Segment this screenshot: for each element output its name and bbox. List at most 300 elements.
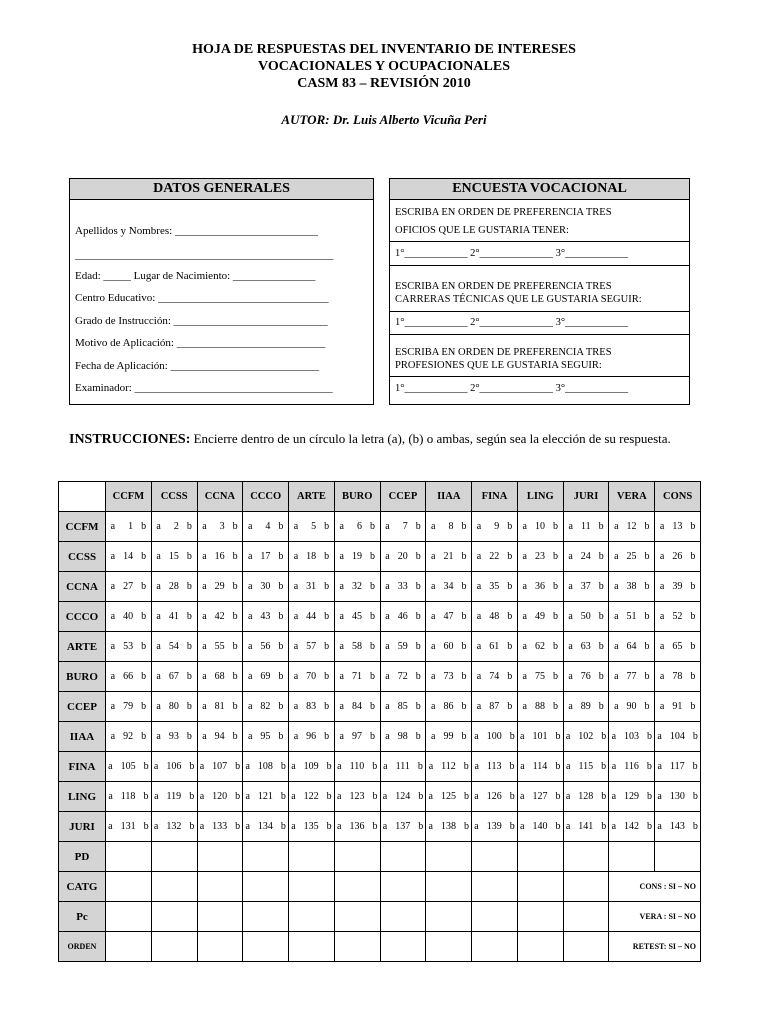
option-a[interactable]: a [293,671,299,682]
option-a[interactable]: a [110,731,116,742]
item-cell[interactable] [563,572,609,602]
option-b[interactable]: b [507,551,513,562]
option-a[interactable]: a [156,521,161,532]
option-a[interactable]: a [568,521,573,532]
item-cell[interactable] [197,782,243,812]
option-a[interactable]: a [611,731,617,742]
item-cell[interactable] [197,692,243,722]
option-a[interactable]: a [247,521,253,532]
score-cell[interactable] [106,902,152,932]
option-a[interactable]: a [339,551,344,562]
item-cell[interactable] [563,632,609,662]
item-cell[interactable] [106,782,152,812]
option-a[interactable]: a [291,821,296,832]
item-cell[interactable] [197,812,243,842]
option-b[interactable]: b [461,581,467,592]
item-cell[interactable] [609,752,655,782]
item-cell[interactable] [517,782,563,812]
item-cell[interactable] [472,542,518,572]
option-a[interactable]: a [154,791,159,802]
option-b[interactable]: b [553,611,558,622]
item-cell[interactable] [197,602,243,632]
score-cell[interactable] [289,872,335,902]
option-b[interactable]: b [509,791,515,802]
option-a[interactable]: a [156,581,161,592]
option-a[interactable]: a [385,641,390,652]
option-b[interactable]: b [186,521,192,532]
option-a[interactable]: a [568,611,573,622]
option-b[interactable]: b [601,791,607,802]
option-b[interactable]: b [692,791,698,802]
score-cell[interactable] [197,932,243,962]
score-cell[interactable] [609,842,655,872]
option-a[interactable]: a [565,791,571,802]
score-cell[interactable] [197,872,243,902]
option-b[interactable]: b [463,821,469,832]
item-cell[interactable] [289,722,335,752]
option-b[interactable]: b [186,611,192,622]
option-b[interactable]: b [324,731,330,742]
option-b[interactable]: b [186,701,192,712]
option-b[interactable]: b [186,551,192,562]
item-cell[interactable] [334,602,380,632]
option-a[interactable]: a [153,761,159,772]
item-cell[interactable] [151,512,197,542]
option-b[interactable]: b [232,671,238,682]
option-b[interactable]: b [141,581,147,592]
option-a[interactable]: a [428,821,433,832]
option-b[interactable]: b [601,761,607,772]
item-cell[interactable] [563,542,609,572]
score-cell[interactable] [563,842,609,872]
item-cell[interactable] [380,692,426,722]
option-a[interactable]: a [385,671,390,682]
option-b[interactable]: b [280,791,286,802]
score-cell[interactable] [289,842,335,872]
option-a[interactable]: a [247,641,253,652]
item-cell[interactable] [334,512,380,542]
option-a[interactable]: a [431,701,436,712]
item-cell[interactable] [243,782,289,812]
score-cell[interactable] [472,842,518,872]
option-b[interactable]: b [553,581,558,592]
item-cell[interactable] [380,512,426,542]
option-b[interactable]: b [417,761,423,772]
option-b[interactable]: b [324,521,330,532]
option-a[interactable]: a [659,641,665,652]
option-b[interactable]: b [278,581,284,592]
option-b[interactable]: b [324,611,330,622]
option-b[interactable]: b [235,791,241,802]
option-b[interactable]: b [463,761,469,772]
item-cell[interactable] [472,602,518,632]
option-a[interactable]: a [522,701,527,712]
option-b[interactable]: b [415,551,421,562]
score-cell[interactable] [243,902,289,932]
item-cell[interactable] [517,512,563,542]
option-a[interactable]: a [476,581,482,592]
item-cell[interactable] [151,752,197,782]
item-cell[interactable] [609,632,655,662]
item-cell[interactable] [426,752,472,782]
item-cell[interactable] [380,542,426,572]
item-cell[interactable] [609,782,655,812]
option-b[interactable]: b [324,671,330,682]
option-a[interactable]: a [431,611,436,622]
option-b[interactable]: b [369,671,375,682]
item-cell[interactable] [243,692,289,722]
score-cell[interactable] [517,902,563,932]
item-cell[interactable] [197,572,243,602]
item-cell[interactable] [655,782,701,812]
option-a[interactable]: a [476,671,482,682]
option-a[interactable]: a [659,581,665,592]
option-b[interactable]: b [463,791,469,802]
item-cell[interactable] [151,602,197,632]
option-b[interactable]: b [186,581,192,592]
option-a[interactable]: a [385,701,390,712]
option-b[interactable]: b [232,581,238,592]
item-cell[interactable] [334,752,380,782]
option-b[interactable]: b [232,551,238,562]
option-b[interactable]: b [644,581,650,592]
item-cell[interactable] [334,782,380,812]
option-a[interactable]: a [614,671,619,682]
item-cell[interactable] [655,512,701,542]
score-cell[interactable] [289,932,335,962]
item-cell[interactable] [426,542,472,572]
option-b[interactable]: b [690,701,696,712]
item-cell[interactable] [289,512,335,542]
item-cell[interactable] [609,542,655,572]
item-cell[interactable] [243,722,289,752]
option-b[interactable]: b [141,521,147,532]
option-a[interactable]: a [520,731,525,742]
option-b[interactable]: b [372,821,378,832]
score-cell[interactable] [517,872,563,902]
option-b[interactable]: b [509,731,515,742]
option-b[interactable]: b [141,731,147,742]
score-cell[interactable] [380,932,426,962]
option-a[interactable]: a [659,521,665,532]
option-b[interactable]: b [553,701,558,712]
option-b[interactable]: b [232,731,238,742]
item-cell[interactable] [151,812,197,842]
field-fecha-aplicacion[interactable]: Fecha de Aplicación: ___________________________ [75,360,320,372]
field-centro-educativo[interactable]: Centro Educativo: _______________________________ [75,292,329,304]
item-cell[interactable] [334,632,380,662]
item-cell[interactable] [243,572,289,602]
item-cell[interactable] [472,632,518,662]
option-b[interactable]: b [415,671,421,682]
item-cell[interactable] [517,692,563,722]
option-a[interactable]: a [428,791,433,802]
option-b[interactable]: b [232,521,238,532]
item-cell[interactable] [106,722,152,752]
option-a[interactable]: a [474,761,479,772]
option-a[interactable]: a [339,701,344,712]
option-b[interactable]: b [369,551,375,562]
option-b[interactable]: b [143,821,149,832]
option-b[interactable]: b [553,671,558,682]
item-cell[interactable] [380,722,426,752]
field-grado-instruccion[interactable]: Grado de Instrucción: ____________________________ [75,315,328,327]
option-a[interactable]: a [247,551,253,562]
option-b[interactable]: b [232,701,238,712]
item-cell[interactable] [197,722,243,752]
item-cell[interactable] [151,542,197,572]
option-a[interactable]: a [156,701,161,712]
item-cell[interactable] [380,782,426,812]
option-a[interactable]: a [431,551,436,562]
option-b[interactable]: b [644,641,650,652]
option-b[interactable]: b [461,551,467,562]
score-cell[interactable] [426,902,472,932]
option-b[interactable]: b [647,731,653,742]
option-a[interactable]: a [565,761,571,772]
field-examinador[interactable]: Examinador: ____________________________________ [75,382,333,394]
item-cell[interactable] [609,512,655,542]
option-a[interactable]: a [385,731,390,742]
option-a[interactable]: a [522,521,527,532]
item-cell[interactable] [426,722,472,752]
item-cell[interactable] [563,512,609,542]
option-b[interactable]: b [141,611,147,622]
item-cell[interactable] [106,692,152,722]
option-a[interactable]: a [199,791,205,802]
score-cell[interactable] [243,842,289,872]
item-cell[interactable] [655,572,701,602]
item-cell[interactable] [106,662,152,692]
option-a[interactable]: a [247,701,253,712]
option-a[interactable]: a [245,761,250,772]
option-b[interactable]: b [690,551,696,562]
option-b[interactable]: b [418,821,424,832]
score-cell[interactable] [426,872,472,902]
option-a[interactable]: a [291,791,296,802]
option-a[interactable]: a [156,641,161,652]
option-a[interactable]: a [431,671,436,682]
option-b[interactable]: b [369,731,375,742]
item-cell[interactable] [243,662,289,692]
score-cell[interactable] [334,842,380,872]
score-cell[interactable] [151,902,197,932]
field-motivo-aplicacion[interactable]: Motivo de Aplicación: ___________________________ [75,337,326,349]
item-cell[interactable] [380,662,426,692]
option-a[interactable]: a [339,641,344,652]
item-cell[interactable] [609,812,655,842]
item-cell[interactable] [426,812,472,842]
option-a[interactable]: a [293,731,299,742]
option-b[interactable]: b [692,731,698,742]
item-cell[interactable] [243,542,289,572]
item-cell[interactable] [334,662,380,692]
option-b[interactable]: b [235,821,241,832]
option-b[interactable]: b [189,791,195,802]
option-a[interactable]: a [156,551,161,562]
score-cell[interactable] [426,842,472,872]
option-b[interactable]: b [143,791,149,802]
option-b[interactable]: b [553,641,558,652]
option-a[interactable]: a [247,581,253,592]
option-a[interactable]: a [614,581,619,592]
option-b[interactable]: b [647,821,653,832]
option-a[interactable]: a [382,791,388,802]
option-a[interactable]: a [520,821,525,832]
option-b[interactable]: b [555,791,561,802]
option-b[interactable]: b [692,761,698,772]
option-a[interactable]: a [657,761,662,772]
option-b[interactable]: b [555,731,561,742]
option-a[interactable]: a [339,731,344,742]
item-cell[interactable] [243,512,289,542]
option-b[interactable]: b [598,521,604,532]
option-a[interactable]: a [293,581,299,592]
item-cell[interactable] [563,752,609,782]
option-b[interactable]: b [598,611,604,622]
option-a[interactable]: a [659,701,665,712]
option-a[interactable]: a [568,701,573,712]
option-b[interactable]: b [415,731,421,742]
item-cell[interactable] [472,512,518,542]
item-cell[interactable] [289,692,335,722]
score-cell[interactable] [197,902,243,932]
option-b[interactable]: b [278,731,284,742]
item-cell[interactable] [426,782,472,812]
option-b[interactable]: b [601,821,607,832]
score-cell[interactable] [563,872,609,902]
item-cell[interactable] [472,812,518,842]
option-a[interactable]: a [339,611,344,622]
option-b[interactable]: b [415,581,421,592]
item-cell[interactable] [563,812,609,842]
item-cell[interactable] [563,722,609,752]
option-b[interactable]: b [598,551,604,562]
option-a[interactable]: a [522,671,527,682]
score-cell[interactable] [472,932,518,962]
option-a[interactable]: a [565,731,571,742]
option-b[interactable]: b [141,701,147,712]
option-a[interactable]: a [110,701,116,712]
item-cell[interactable] [289,662,335,692]
option-a[interactable]: a [385,551,390,562]
item-cell[interactable] [655,602,701,632]
option-b[interactable]: b [507,611,513,622]
score-cell[interactable] [151,932,197,962]
option-a[interactable]: a [568,581,573,592]
score-cell[interactable] [563,932,609,962]
option-a[interactable]: a [611,791,617,802]
item-cell[interactable] [517,572,563,602]
score-cell[interactable] [380,872,426,902]
item-cell[interactable] [334,692,380,722]
item-cell[interactable] [289,782,335,812]
option-b[interactable]: b [598,641,604,652]
option-b[interactable]: b [509,761,515,772]
option-a[interactable]: a [293,701,299,712]
option-b[interactable]: b [692,821,698,832]
option-b[interactable]: b [507,671,513,682]
option-b[interactable]: b [232,611,238,622]
option-a[interactable]: a [385,581,390,592]
option-b[interactable]: b [509,821,515,832]
field-apellidos-nombres[interactable]: Apellidos y Nombres: __________________________ [75,225,318,237]
option-b[interactable]: b [461,521,467,532]
item-cell[interactable] [655,752,701,782]
item-cell[interactable] [426,602,472,632]
option-b[interactable]: b [186,641,192,652]
score-cell[interactable] [106,932,152,962]
option-a[interactable]: a [156,731,161,742]
item-cell[interactable] [380,812,426,842]
option-b[interactable]: b [326,761,332,772]
option-a[interactable]: a [431,581,436,592]
option-a[interactable]: a [202,731,207,742]
option-b[interactable]: b [690,611,696,622]
option-b[interactable]: b [461,671,467,682]
score-cell[interactable] [517,842,563,872]
option-b[interactable]: b [326,791,332,802]
option-a[interactable]: a [247,611,253,622]
option-b[interactable]: b [647,791,653,802]
score-cell[interactable] [151,872,197,902]
option-b[interactable]: b [278,551,284,562]
option-a[interactable]: a [385,611,390,622]
option-a[interactable]: a [659,671,665,682]
item-cell[interactable] [655,722,701,752]
option-a[interactable]: a [565,821,571,832]
option-a[interactable]: a [383,761,388,772]
option-a[interactable]: a [202,521,207,532]
option-a[interactable]: a [247,731,253,742]
option-a[interactable]: a [291,761,296,772]
option-a[interactable]: a [110,551,116,562]
option-a[interactable]: a [293,521,299,532]
score-cell[interactable] [472,902,518,932]
option-a[interactable]: a [614,551,619,562]
option-b[interactable]: b [369,701,375,712]
item-cell[interactable] [106,602,152,632]
item-cell[interactable] [289,812,335,842]
option-b[interactable]: b [369,611,375,622]
option-b[interactable]: b [232,641,238,652]
option-b[interactable]: b [324,701,330,712]
score-cell[interactable] [289,902,335,932]
option-a[interactable]: a [474,821,479,832]
option-a[interactable]: a [110,581,116,592]
option-b[interactable]: b [644,671,650,682]
option-a[interactable]: a [476,551,482,562]
option-a[interactable]: a [431,641,436,652]
option-a[interactable]: a [156,671,161,682]
item-cell[interactable] [106,512,152,542]
option-b[interactable]: b [507,581,513,592]
item-cell[interactable] [289,542,335,572]
option-b[interactable]: b [461,701,467,712]
option-b[interactable]: b [555,821,561,832]
item-cell[interactable] [609,602,655,632]
option-b[interactable]: b [553,551,558,562]
option-a[interactable]: a [382,821,388,832]
item-cell[interactable] [472,692,518,722]
item-cell[interactable] [517,722,563,752]
score-cell[interactable] [380,902,426,932]
item-cell[interactable] [609,572,655,602]
option-a[interactable]: a [614,641,619,652]
item-cell[interactable] [517,662,563,692]
item-cell[interactable] [517,752,563,782]
option-a[interactable]: a [522,641,527,652]
